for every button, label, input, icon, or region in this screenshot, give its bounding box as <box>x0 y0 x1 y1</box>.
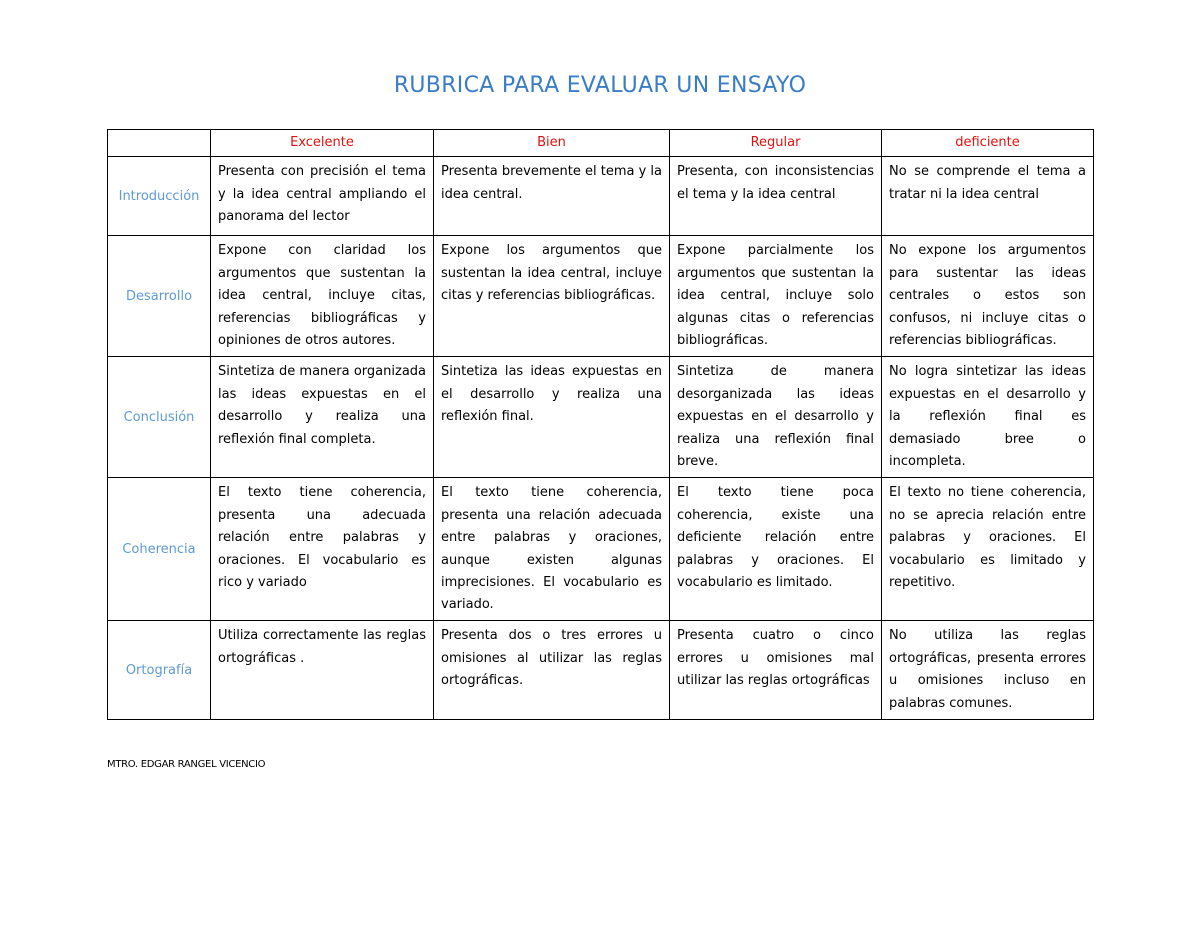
cell-coherencia-deficiente: El texto no tiene coherencia, no se aprecia relación entre palabras y oraciones. El vocabulario es limitado y repetitivo. <box>882 478 1094 621</box>
rubric-table <box>107 129 1094 720</box>
cell-desarrollo-regular: Expone parcialmente los argumentos que sustentan la idea central, incluye solo algunas citas o referencias bibliográficas. <box>670 236 882 357</box>
cell-introduccion-excelente: Presenta con precisión el tema y la idea central ampliando el panorama del lector <box>211 157 434 236</box>
criterion-ortografia: Ortografía <box>108 621 211 720</box>
cell-coherencia-regular: El texto tiene poca coherencia, existe una deficiente relación entre palabras y oraciones. El vocabulario es limitado. <box>670 478 882 621</box>
cell-desarrollo-deficiente: No expone los argumentos para sustentar las ideas centrales o estos son confusos, ni incluye citas o referencias bibliográficas. <box>882 236 1094 357</box>
header-bien: Bien <box>434 130 670 157</box>
cell-ortografia-bien: Presenta dos o tres errores u omisiones al utilizar las reglas ortográficas. <box>434 621 670 720</box>
header-regular: Regular <box>670 130 882 157</box>
row-ortografia <box>108 621 1094 720</box>
header-deficiente: deficiente <box>882 130 1094 157</box>
row-introduccion <box>108 157 1094 236</box>
header-excelente: Excelente <box>211 130 434 157</box>
criterion-desarrollo: Desarrollo <box>108 236 211 357</box>
cell-conclusion-excelente: Sintetiza de manera organizada las ideas expuestas en el desarrollo y realiza una reflexión final completa. <box>211 357 434 478</box>
criterion-introduccion: Introducción <box>108 157 211 236</box>
row-conclusion <box>108 357 1094 478</box>
cell-desarrollo-bien: Expone los argumentos que sustentan la idea central, incluye citas y referencias bibliográficas. <box>434 236 670 357</box>
cell-conclusion-regular: Sintetiza de manera desorganizada las ideas expuestas en el desarrollo y realiza una reflexión final breve. <box>670 357 882 478</box>
cell-ortografia-regular: Presenta cuatro o cinco errores u omisiones mal utilizar las reglas ortográficas <box>670 621 882 720</box>
cell-introduccion-deficiente: No se comprende el tema a tratar ni la idea central <box>882 157 1094 236</box>
cell-conclusion-deficiente: No logra sintetizar las ideas expuestas en el desarrollo y la reflexión final es demasiado bree o incompleta. <box>882 357 1094 478</box>
cell-introduccion-bien: Presenta brevemente el tema y la idea central. <box>434 157 670 236</box>
criterion-conclusion: Conclusión <box>108 357 211 478</box>
author-footer: MTRO. EDGAR RANGEL VICENCIO <box>107 759 266 770</box>
cell-introduccion-regular: Presenta, con inconsistencias el tema y la idea central <box>670 157 882 236</box>
header-row <box>108 130 1094 157</box>
cell-ortografia-deficiente: No utiliza las reglas ortográficas, presenta errores u omisiones incluso en palabras comunes. <box>882 621 1094 720</box>
document-title: RUBRICA PARA EVALUAR UN ENSAYO <box>393 73 807 98</box>
cell-desarrollo-excelente: Expone con claridad los argumentos que sustentan la idea central, incluye citas, referencias bibliográficas y opiniones de otros autores. <box>211 236 434 357</box>
cell-conclusion-bien: Sintetiza las ideas expuestas en el desarrollo y realiza una reflexión final. <box>434 357 670 478</box>
criterion-coherencia: Coherencia <box>108 478 211 621</box>
cell-coherencia-excelente: El texto tiene coherencia, presenta una adecuada relación entre palabras y oraciones. El vocabulario es rico y variado <box>211 478 434 621</box>
row-desarrollo <box>108 236 1094 357</box>
cell-coherencia-bien: El texto tiene coherencia, presenta una relación adecuada entre palabras y oraciones, aunque existen algunas imprecisiones. El vocabulario es variado. <box>434 478 670 621</box>
row-coherencia <box>108 478 1094 621</box>
corner-cell <box>108 130 211 157</box>
cell-ortografia-excelente: Utiliza correctamente las reglas ortográficas . <box>211 621 434 720</box>
